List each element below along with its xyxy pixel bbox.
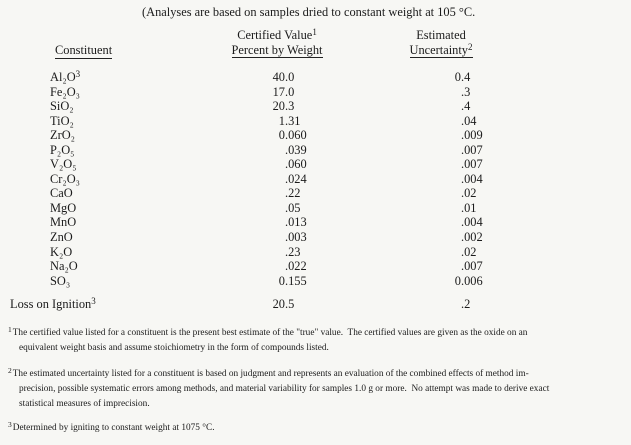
- constituent-formula: SO₃: [50, 273, 71, 288]
- constituent-formula: ZrO₂: [50, 128, 75, 143]
- uncertainty-frac: .02: [461, 186, 477, 201]
- uncertainty-frac: .01: [461, 200, 477, 215]
- percent-by-weight-label: Percent by Weight: [231, 42, 323, 57]
- footnote-line: [8, 326, 628, 341]
- footnote-text: equivalent weight basis and assume stoichiometry in the form of compounds listed.: [19, 343, 329, 353]
- certified-value-int: 40: [272, 70, 285, 84]
- footnote-text: Determined by igniting to constant weight at 1075 °C.: [12, 423, 215, 433]
- certified-value-frac: .024: [285, 171, 307, 186]
- certified-value-frac: .022: [285, 259, 307, 274]
- constituent-formula: CaO: [50, 186, 73, 201]
- uncertainty-frac: .004: [461, 215, 483, 230]
- certified-value-frac: .22: [285, 186, 301, 201]
- certified-value-frac: .0: [285, 84, 295, 99]
- uncertainty-frac: .007: [461, 157, 483, 172]
- footnote: [8, 367, 628, 412]
- footnote-text: precision, possible systematic errors among methods, and material variability for samples 1.0 g or more. No attempt was made to derive exact: [19, 384, 550, 394]
- constituent-formula: SiO₂: [50, 99, 74, 114]
- footnote-text: The estimated uncertainty listed for a constituent is based on judgment and represents an evaluation of the combined effects of method im-: [12, 369, 529, 379]
- footnote-marker: 3: [8, 420, 12, 429]
- certified-value-int: 0: [278, 128, 285, 143]
- footnote-line: [8, 382, 628, 397]
- footnote-1-marker: 1: [312, 27, 317, 37]
- footnote: [8, 421, 628, 436]
- uncertainty-frac: .2: [461, 297, 471, 312]
- certified-value-frac: .3: [285, 99, 295, 114]
- certified-value-int: 1: [278, 113, 285, 128]
- certified-value-int: 20: [272, 99, 285, 114]
- certified-value-header-text: Certified Value: [237, 28, 313, 42]
- footnote-line: [8, 421, 628, 436]
- uncertainty-frac: .4: [461, 70, 471, 84]
- uncertainty-frac: .04: [461, 113, 477, 128]
- certified-value-int: 17: [272, 84, 285, 99]
- certified-value-frac: .31: [285, 113, 301, 128]
- footnote-text: statistical measures of imprecision.: [19, 399, 150, 409]
- constituent-formula: TiO₂: [50, 113, 74, 128]
- footnote-marker: 3: [91, 296, 96, 307]
- footnote-line: [8, 367, 628, 382]
- footnote-line: [8, 397, 628, 412]
- certified-value-frac: .003: [285, 230, 307, 245]
- certified-value-frac: .23: [285, 244, 301, 259]
- footnote-marker: 3: [75, 69, 81, 79]
- uncertainty-frac: .007: [461, 142, 483, 157]
- certified-value-frac: .0: [285, 70, 295, 84]
- certified-value-frac: .039: [285, 142, 307, 157]
- constituent-formula: Cr₂O₃: [50, 171, 80, 186]
- constituent-formula: MnO: [50, 215, 77, 230]
- uncertainty-frac: .3: [461, 84, 471, 99]
- constituent-formula: V₂O₅: [50, 157, 77, 172]
- certified-value-int: 20: [272, 297, 285, 312]
- constituent-formula: ZnO: [50, 230, 73, 245]
- uncertainty-frac: .004: [461, 171, 483, 186]
- footnote-text: The certified value listed for a constituent is the present best estimate of the "true" value. The certified values are given as the oxide on an: [12, 328, 528, 338]
- uncertainty-frac: .002: [461, 230, 483, 245]
- uncertainty-frac: .02: [461, 244, 477, 259]
- uncertainty-frac: .007: [461, 259, 483, 274]
- footnote-marker: 2: [8, 366, 12, 375]
- constituent-formula: MgO: [50, 200, 77, 215]
- page-title: (Analyses are based on samples dried to constant weight at 105 °C.: [142, 5, 476, 19]
- certified-value-frac: .013: [285, 215, 307, 230]
- constituent-formula: Loss on Ignition$^3$: [10, 296, 96, 312]
- constituent-formula: K₂O: [50, 244, 73, 259]
- uncertainty-int: 0: [454, 273, 461, 288]
- uncertainty-frac: .006: [461, 273, 483, 288]
- certified-value-frac: .155: [285, 273, 307, 288]
- footnote-2-marker: 2: [468, 41, 473, 52]
- constituent-formula: P₂O₅: [50, 142, 75, 157]
- certified-value-frac: .5: [285, 297, 295, 312]
- constituent-formula: $Al_2O^3$: [50, 69, 81, 84]
- uncertainty-frac: .009: [461, 128, 483, 143]
- constituent-header-label: Constituent: [55, 43, 113, 57]
- uncertainty-label-text: Uncertainty: [409, 42, 468, 57]
- uncertainty-frac: .4: [461, 99, 471, 114]
- certified-value-frac: .060: [285, 157, 307, 172]
- certified-value-frac: .05: [285, 200, 301, 215]
- constituent-formula: Fe₂O₃: [50, 84, 80, 99]
- certified-value-frac: .060: [285, 128, 307, 143]
- footnote: [8, 326, 628, 356]
- estimated-label: Estimated: [416, 28, 466, 42]
- constituent-formula: Na₂O: [50, 259, 78, 274]
- footnote-marker: 1: [8, 325, 12, 334]
- footnote-line: [8, 341, 628, 356]
- uncertainty-int: 0: [454, 70, 461, 84]
- certified-value-int: 0: [278, 273, 285, 288]
